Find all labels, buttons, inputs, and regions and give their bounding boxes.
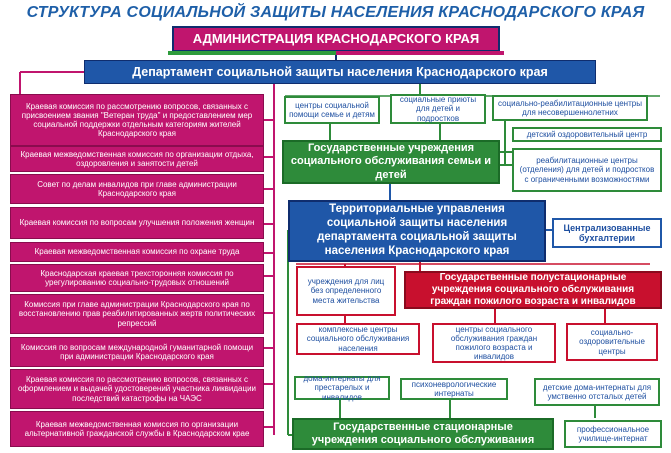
admin-stripe: [168, 51, 504, 55]
elderly-centers-box: центры социального обслуживания граждан пожилого возраста и инвалидов: [432, 323, 556, 363]
commission-item: Краевая комиссия по рассмотрению вопросов, связанных с присвоением звания "Ветеран труда" и предоставлением мер социальной поддержки отдельным категориям жителей Краснодарского края: [10, 94, 264, 146]
commission-item: Комиссия при главе администрации Краснодарского края по восстановлению прав реабилитированных жертв политических репрессий: [10, 294, 264, 334]
rehab-disabled-box: реабилитационные центры (отделения) для детей и подростков с ограниченными возможностями: [512, 148, 662, 192]
commission-item: Краевая комиссия по вопросам улучшения положения женщин: [10, 207, 264, 239]
commission-item: Краевая межведомственная комиссия по охране труда: [10, 242, 264, 262]
territorial-departments-box: Территориальные управления социальной защиты населения департамента социальной защиты населения Краснодарского края: [288, 200, 546, 262]
family-shelters-box: социальные приюты для детей и подростков: [390, 94, 486, 124]
health-center-box: детский оздоровительный центр: [512, 127, 662, 142]
department-box: Департамент социальной защиты населения Краснодарского края: [84, 60, 596, 84]
rehab-minors-box: социально-реабилитационные центры для несовершеннолетних: [492, 95, 648, 121]
accounting-box: Централизованные бухгалтерии: [552, 218, 662, 248]
children-boarding-box: детские дома-интернаты для умственно отсталых детей: [534, 378, 660, 406]
complex-centers-box: комплексные центры социального обслуживания населения: [296, 323, 420, 355]
family-centers-box: центры социальной помощи семье и детям: [284, 96, 380, 124]
administration-box: АДМИНИСТРАЦИЯ КРАСНОДАРСКОГО КРАЯ: [172, 26, 500, 52]
boarding-houses-box: дома-интернаты для престарелых и инвалидов: [294, 376, 390, 400]
stationary-services-box: Государственные стационарные учреждения социального обслуживания: [292, 418, 554, 450]
commission-item: Совет по делам инвалидов при главе администрации Краснодарского края: [10, 174, 264, 204]
commission-item: Краснодарская краевая трехсторонняя комиссия по урегулированию социально-трудовых отношений: [10, 264, 264, 292]
commission-item: Краевая межведомственная комиссия по организации альтернативной гражданской службы в Краснодарском крае: [10, 411, 264, 447]
commission-item: Краевая межведомственная комиссия по организации отдыха, оздоровления и занятости детей: [10, 146, 264, 172]
health-centers-box: социально-оздоровительные центры: [566, 323, 658, 361]
homeless-institutions-box: учреждения для лиц без определенного места жительства: [296, 266, 396, 316]
page-title: СТРУКТУРА СОЦИАЛЬНОЙ ЗАЩИТЫ НАСЕЛЕНИЯ КРАСНОДАРСКОГО КРАЯ: [26, 4, 645, 21]
psycho-boarding-box: психоневрологические интернаты: [400, 378, 508, 400]
semi-stationary-box: Государственные полустационарные учреждения социального обслуживания граждан пожилого возраста и инвалидов: [404, 271, 662, 309]
commission-item: Краевая комиссия по рассмотрению вопросов, связанных с оформлением и выдачей удостоверений участника ликвидации последствий катастрофы на ЧАЭС: [10, 369, 264, 409]
vocational-school-box: профессиональное училище-интернат: [564, 420, 662, 448]
commission-item: Комиссия по вопросам международной гуманитарной помощи при администрации Краснодарского края: [10, 337, 264, 367]
family-services-box: Государственные учреждения социального обслуживания семьи и детей: [282, 140, 500, 184]
